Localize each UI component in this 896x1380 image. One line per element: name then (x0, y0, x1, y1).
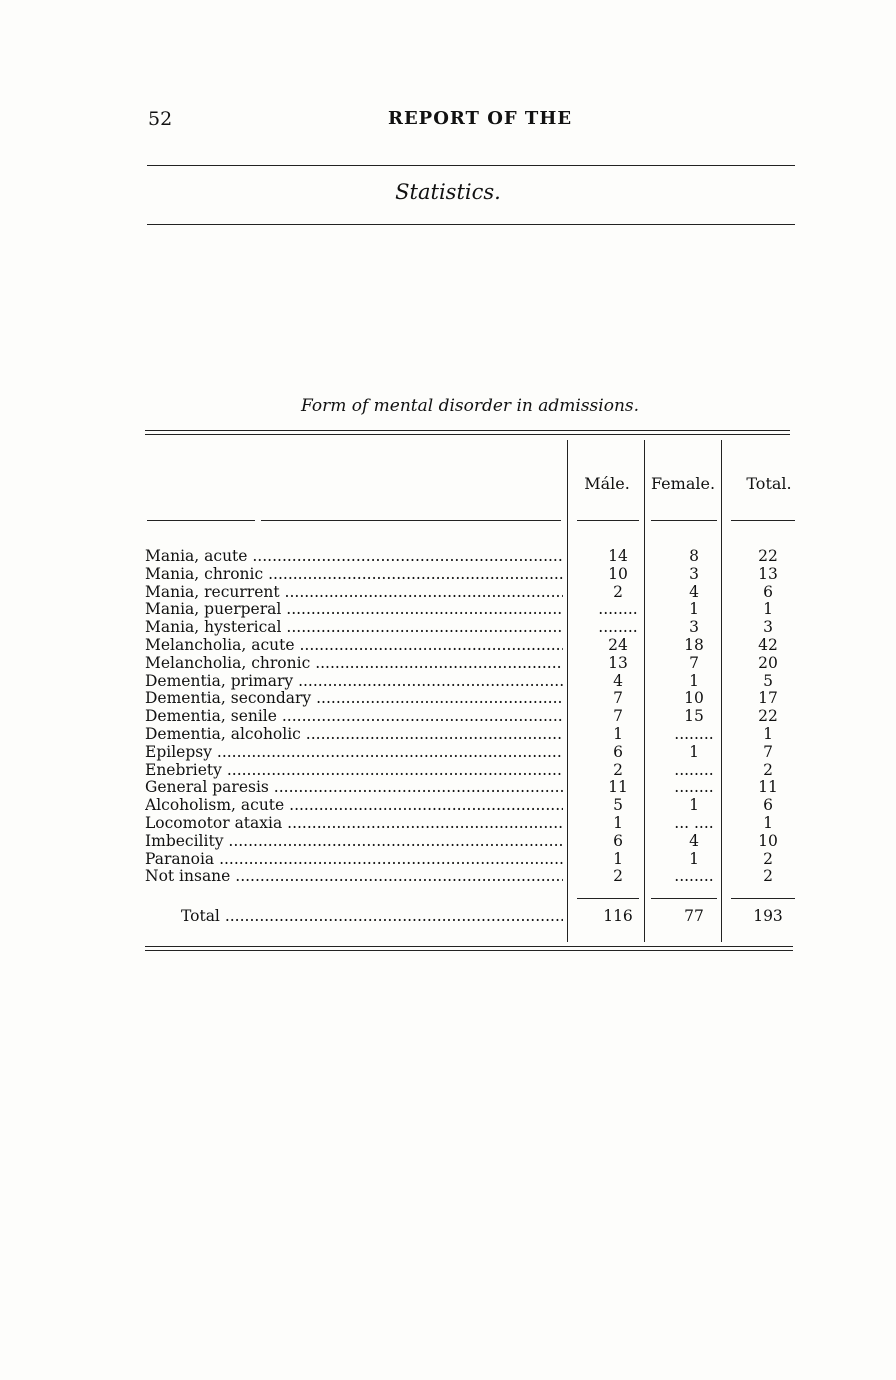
table-row (145, 797, 795, 815)
table-row (145, 673, 795, 691)
male-count: 1 (613, 813, 623, 832)
row-label: Melancholia, chronic ..... (145, 655, 563, 673)
row-label: Enebriety ..... (145, 762, 563, 780)
table-row (145, 637, 795, 655)
female-count: 3 (689, 618, 699, 637)
male-count: 7 (613, 689, 623, 708)
table-row (145, 655, 795, 673)
female-count: 1 (689, 671, 699, 690)
table-row (145, 726, 795, 744)
total-count: 2 (763, 760, 773, 779)
running-head: REPORT OF THE (388, 108, 573, 129)
female-count: ........ (674, 778, 714, 797)
female-count: 15 (684, 707, 704, 726)
table-row (145, 708, 795, 726)
table-bottom-double-rule (145, 946, 793, 951)
row-label: General paresis ..... (145, 779, 563, 797)
total-rule (577, 898, 639, 899)
column-header-male: Mále. (584, 474, 630, 493)
total-rule (651, 898, 717, 899)
table-row (145, 868, 795, 886)
row-label: Dementia, primary ..... (145, 673, 563, 691)
female-count: 10 (684, 689, 704, 708)
female-count: 4 (689, 582, 699, 601)
male-count: 6 (613, 831, 623, 850)
table-row (145, 762, 795, 780)
table-row (145, 815, 795, 833)
male-count: 2 (613, 582, 623, 601)
row-label: Locomotor ataxia ..... (145, 815, 563, 833)
total-count: 2 (763, 849, 773, 868)
total-count: 20 (758, 653, 778, 672)
male-count: 11 (608, 778, 628, 797)
male-count: 1 (613, 724, 623, 743)
female-count: ........ (674, 867, 714, 886)
total-count: 22 (758, 707, 778, 726)
header-underline (261, 520, 561, 521)
male-count: 4 (613, 671, 623, 690)
row-label: Not insane ..... (145, 868, 563, 886)
header-underline (147, 520, 255, 521)
male-count: 2 (613, 760, 623, 779)
female-count: 8 (689, 547, 699, 565)
male-count: ........ (598, 618, 638, 637)
row-label: Paranoia ..... (145, 851, 563, 869)
female-count: 1 (689, 742, 699, 761)
header-underline (577, 520, 639, 521)
total-rule (731, 898, 795, 899)
row-label: Dementia, alcoholic ..... (145, 726, 563, 744)
total-count: 42 (758, 635, 778, 654)
table-row (145, 548, 795, 566)
table-top-double-rule (145, 430, 790, 435)
header-underline (731, 520, 795, 521)
row-label: Mania, acute ..... (145, 548, 563, 566)
total-count: 3 (763, 618, 773, 637)
row-label: Mania, chronic ..... (145, 566, 563, 584)
row-label: Imbecility ..... (145, 833, 563, 851)
total-count: 11 (758, 778, 778, 797)
total-count: 6 (763, 796, 773, 815)
total-male: 116 (603, 907, 633, 925)
column-header-female: Female. (650, 474, 716, 493)
female-count: ........ (674, 760, 714, 779)
table-body (145, 548, 795, 886)
row-label: Mania, hysterical ..... (145, 619, 563, 637)
female-count: ........ (674, 724, 714, 743)
male-count: 24 (608, 635, 628, 654)
total-count: 17 (758, 689, 778, 708)
column-header-total: Total. (746, 474, 792, 493)
table-row (145, 601, 795, 619)
male-count: 14 (608, 547, 628, 565)
total-count: 1 (763, 724, 773, 743)
total-total: 193 (753, 907, 783, 925)
table-row (145, 833, 795, 851)
page-number: 52 (148, 108, 173, 130)
male-count: 13 (608, 653, 628, 672)
row-label: Dementia, secondary ..... (145, 690, 563, 708)
total-count: 7 (763, 742, 773, 761)
total-count: 5 (763, 671, 773, 690)
table-caption: Form of mental disorder in admissions. (300, 396, 640, 416)
table-row (145, 779, 795, 797)
table-row (145, 690, 795, 708)
table-row (145, 566, 795, 584)
row-label: Melancholia, acute ..... (145, 637, 563, 655)
total-count: 1 (763, 600, 773, 619)
table-row (145, 619, 795, 637)
female-count: 7 (689, 653, 699, 672)
total-count: 13 (758, 564, 778, 583)
total-female: 77 (684, 907, 704, 925)
female-count: 18 (684, 635, 704, 654)
table-row (145, 851, 795, 869)
male-count: 6 (613, 742, 623, 761)
top-rule (147, 165, 795, 166)
row-label: Alcoholism, acute ..... (145, 797, 563, 815)
female-count: ... .... (674, 813, 714, 832)
female-count: 4 (689, 831, 699, 850)
row-label: Mania, puerperal ..... (145, 601, 563, 619)
header-underline (651, 520, 717, 521)
total-row (145, 906, 795, 926)
row-label: Mania, recurrent ..... (145, 584, 563, 602)
section-title: Statistics. (395, 180, 501, 204)
total-count: 1 (763, 813, 773, 832)
male-count: 2 (613, 867, 623, 886)
row-label: Epilepsy ..... (145, 744, 563, 762)
total-label: Total ..... (181, 906, 563, 926)
total-count: 10 (758, 831, 778, 850)
female-count: 3 (689, 564, 699, 583)
male-count: 5 (613, 796, 623, 815)
male-count: ........ (598, 600, 638, 619)
female-count: 1 (689, 849, 699, 868)
female-count: 1 (689, 796, 699, 815)
male-count: 7 (613, 707, 623, 726)
total-count: 2 (763, 867, 773, 886)
total-count: 22 (758, 547, 778, 565)
total-count: 6 (763, 582, 773, 601)
row-label: Dementia, senile ..... (145, 708, 563, 726)
female-count: 1 (689, 600, 699, 619)
male-count: 1 (613, 849, 623, 868)
section-rule (147, 224, 795, 225)
male-count: 10 (608, 564, 628, 583)
table-row (145, 584, 795, 602)
table-row (145, 744, 795, 762)
